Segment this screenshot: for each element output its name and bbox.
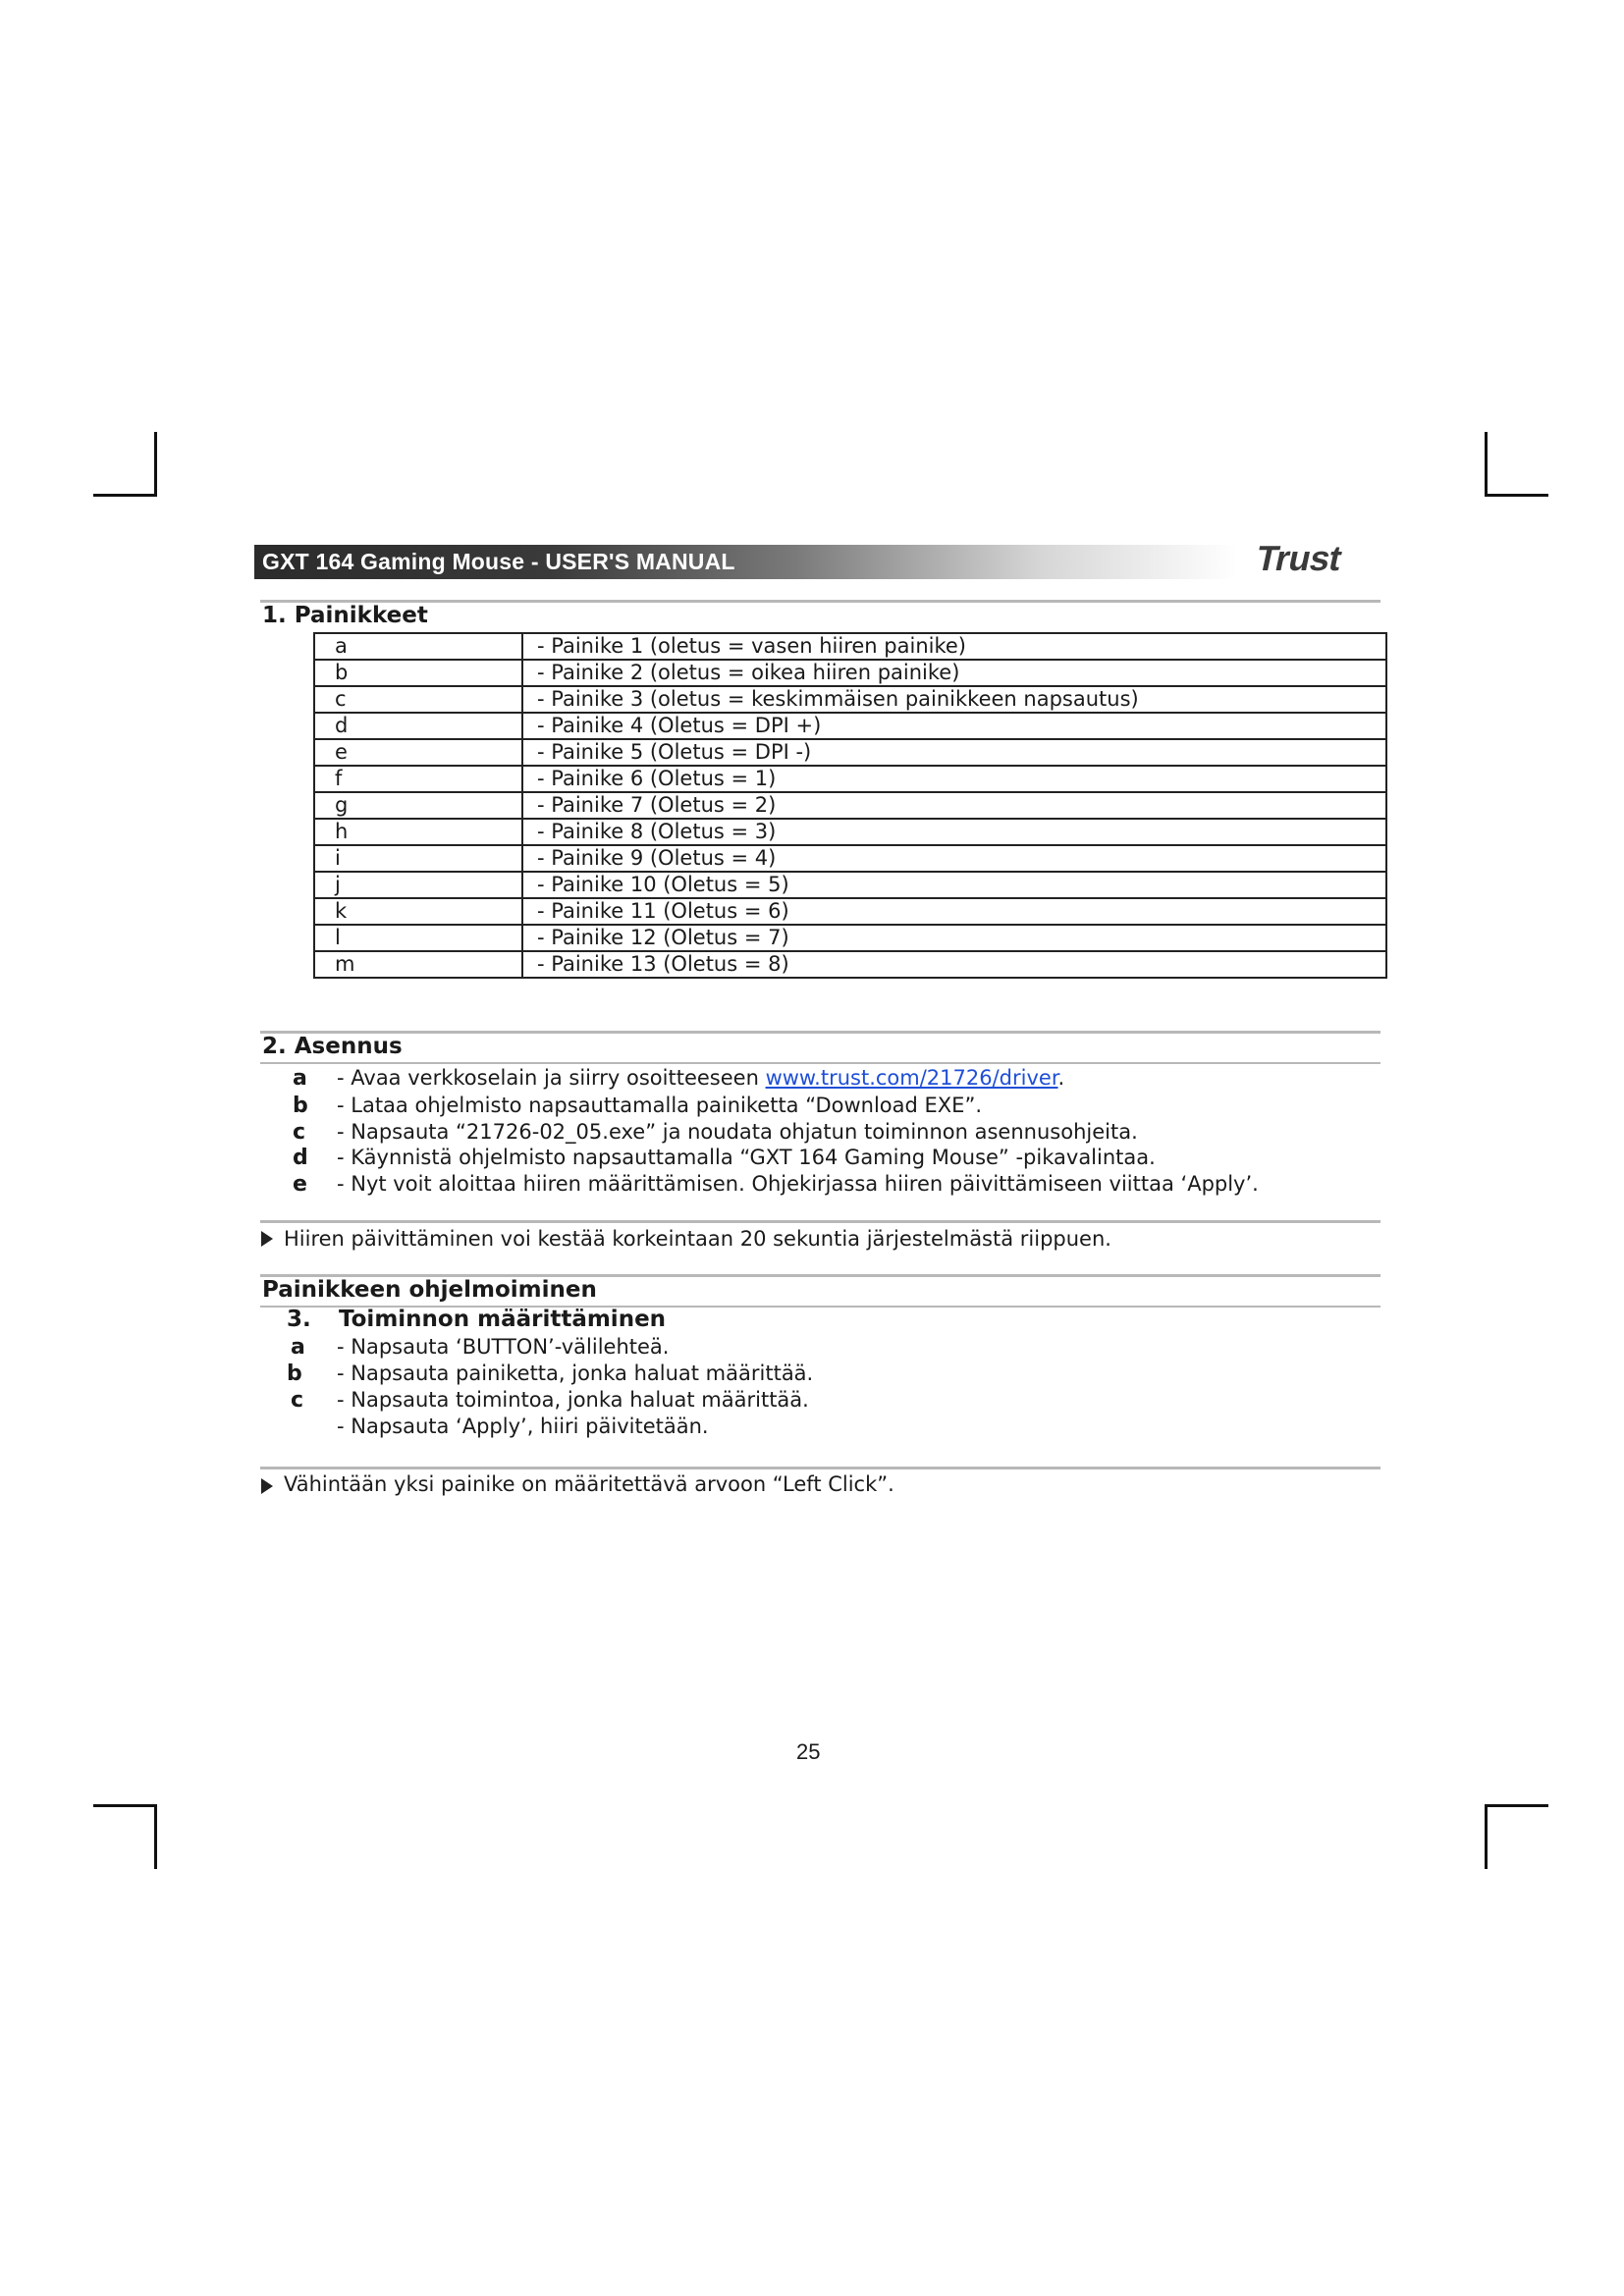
button-row xyxy=(314,898,1386,925)
install-step-a xyxy=(337,1066,1064,1090)
button-key: m xyxy=(314,951,522,978)
step-letter: e xyxy=(293,1172,307,1197)
left-click-note: Vähintään yksi painike on määritettävä arvoon “Left Click”. xyxy=(284,1472,894,1496)
button-row xyxy=(314,766,1386,792)
button-row xyxy=(314,739,1386,766)
button-row xyxy=(314,686,1386,713)
button-description: - Painike 12 (Oletus = 7) xyxy=(522,925,1386,951)
crop-mark-bottom-left xyxy=(154,1804,157,1869)
button-key: a xyxy=(314,633,522,660)
note-arrow-icon xyxy=(261,1478,273,1494)
step-text-end: . xyxy=(1057,1066,1065,1090)
step-letter: b xyxy=(293,1094,308,1118)
crop-mark-top-right xyxy=(1485,494,1548,497)
button-description: - Painike 6 (Oletus = 1) xyxy=(522,766,1386,792)
button-description: - Painike 2 (oletus = oikea hiiren painike) xyxy=(522,660,1386,686)
button-row xyxy=(314,660,1386,686)
button-row xyxy=(314,792,1386,819)
button-key: i xyxy=(314,845,522,872)
crop-mark-top-left xyxy=(93,494,157,497)
button-key: c xyxy=(314,686,522,713)
page-number: 25 xyxy=(796,1739,821,1764)
section-title-programming: Painikkeen ohjelmoiminen xyxy=(262,1277,597,1303)
install-step-c: - Napsauta “21726-02_05.exe” ja noudata ohjatun toiminnon asennusohjeita. xyxy=(337,1120,1138,1144)
button-description: - Painike 13 (Oletus = 8) xyxy=(522,951,1386,978)
button-row xyxy=(314,872,1386,898)
install-step-d: - Käynnistä ohjelmisto napsauttamalla “GXT 164 Gaming Mouse” -pikavalintaa. xyxy=(337,1146,1156,1169)
button-description: - Painike 9 (Oletus = 4) xyxy=(522,845,1386,872)
button-row xyxy=(314,633,1386,660)
subsection-title: Toiminnon määrittäminen xyxy=(339,1307,667,1332)
section-divider xyxy=(260,1062,1380,1064)
button-row xyxy=(314,713,1386,739)
note-arrow-icon xyxy=(261,1231,273,1247)
step-letter: c xyxy=(291,1388,304,1413)
crop-mark-bottom-right xyxy=(1485,1804,1488,1869)
button-table xyxy=(313,632,1387,979)
button-description: - Painike 10 (Oletus = 5) xyxy=(522,872,1386,898)
trust-logo-text: Trust xyxy=(1252,538,1345,578)
trust-logo xyxy=(1252,538,1345,579)
button-key: e xyxy=(314,739,522,766)
button-key: l xyxy=(314,925,522,951)
step-text: - Avaa verkkoselain ja siirry osoitteeseen xyxy=(337,1066,766,1090)
install-step-e: - Nyt voit aloittaa hiiren määrittämisen. Ohjekirjassa hiiren päivittämiseen viittaa ‘Apply’. xyxy=(337,1172,1259,1196)
note-divider xyxy=(260,1220,1380,1223)
button-key: k xyxy=(314,898,522,925)
section-divider xyxy=(260,600,1380,603)
step-letter: b xyxy=(287,1362,302,1386)
step-letter: c xyxy=(293,1120,306,1145)
button-key: b xyxy=(314,660,522,686)
button-row xyxy=(314,845,1386,872)
button-key: j xyxy=(314,872,522,898)
button-description: - Painike 7 (Oletus = 2) xyxy=(522,792,1386,819)
button-key: d xyxy=(314,713,522,739)
install-step-b: - Lataa ohjelmisto napsauttamalla painiketta “Download EXE”. xyxy=(337,1094,982,1117)
assign-step-c: - Napsauta toimintoa, jonka haluat määrittää. xyxy=(337,1388,809,1412)
button-description: - Painike 1 (oletus = vasen hiiren painike) xyxy=(522,633,1386,660)
button-row xyxy=(314,951,1386,978)
button-description: - Painike 8 (Oletus = 3) xyxy=(522,819,1386,845)
crop-mark-top-left xyxy=(154,432,157,497)
section-title-painikkeet: 1. Painikkeet xyxy=(262,603,428,628)
document-title: GXT 164 Gaming Mouse - USER'S MANUAL xyxy=(262,549,735,574)
assign-step-a: - Napsauta ‘BUTTON’-välilehteä. xyxy=(337,1335,670,1359)
button-key: f xyxy=(314,766,522,792)
button-description: - Painike 3 (oletus = keskimmäisen painikkeen napsautus) xyxy=(522,686,1386,713)
note-divider xyxy=(260,1467,1380,1469)
button-row xyxy=(314,819,1386,845)
crop-mark-bottom-right xyxy=(1485,1804,1548,1807)
driver-download-link[interactable]: www.trust.com/21726/driver xyxy=(765,1066,1058,1090)
button-row xyxy=(314,925,1386,951)
button-key: h xyxy=(314,819,522,845)
subsection-number: 3. xyxy=(287,1307,311,1332)
step-letter: d xyxy=(293,1146,308,1170)
section-divider xyxy=(260,1031,1380,1034)
assign-step-apply: - Napsauta ‘Apply’, hiiri päivitetään. xyxy=(337,1415,709,1438)
button-description: - Painike 5 (Oletus = DPI -) xyxy=(522,739,1386,766)
step-letter: a xyxy=(291,1335,305,1360)
crop-mark-bottom-left xyxy=(93,1804,157,1807)
button-key: g xyxy=(314,792,522,819)
section-title-asennus: 2. Asennus xyxy=(262,1034,403,1059)
step-letter: a xyxy=(293,1066,307,1091)
button-description: - Painike 11 (Oletus = 6) xyxy=(522,898,1386,925)
crop-mark-top-right xyxy=(1485,432,1488,497)
assign-step-b: - Napsauta painiketta, jonka haluat määrittää. xyxy=(337,1362,814,1385)
button-description: - Painike 4 (Oletus = DPI +) xyxy=(522,713,1386,739)
update-note: Hiiren päivittäminen voi kestää korkeintaan 20 sekuntia järjestelmästä riippuen. xyxy=(284,1227,1111,1251)
